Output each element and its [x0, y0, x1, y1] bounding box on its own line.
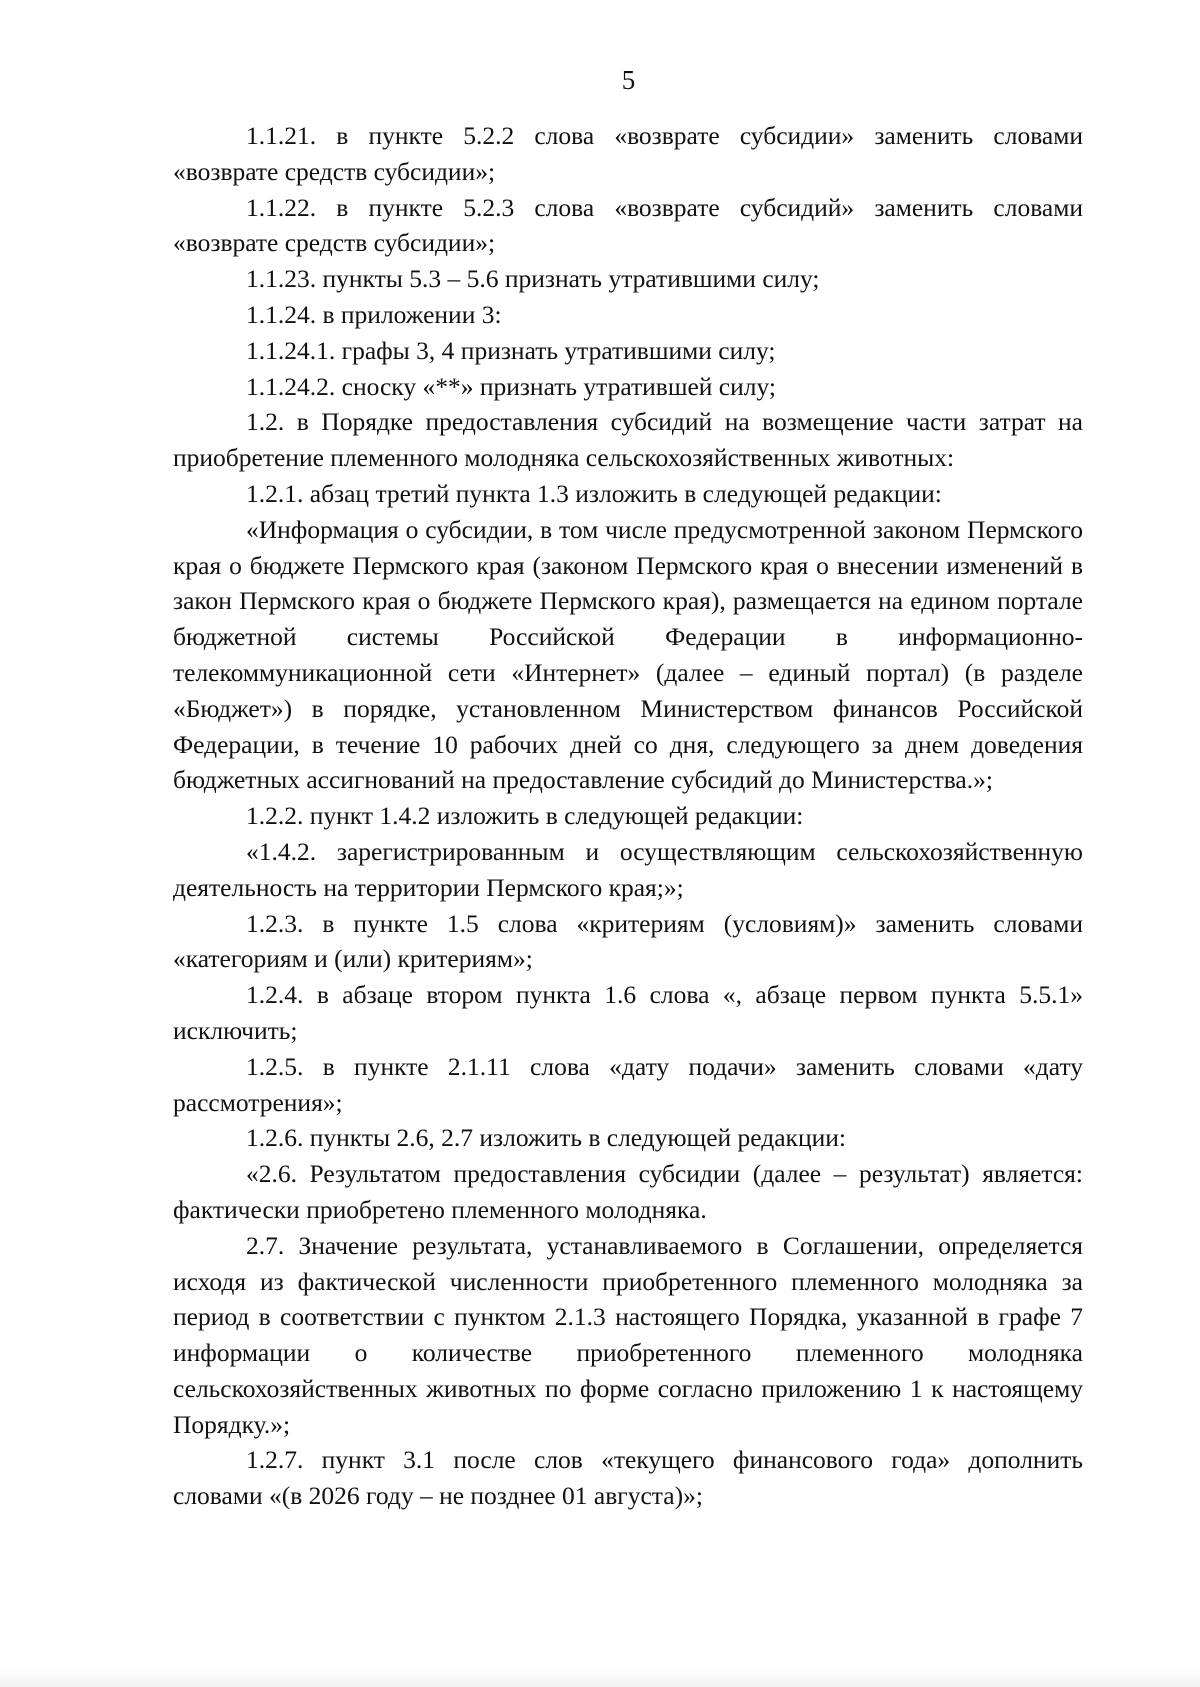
paragraph-1-2-4: 1.2.4. в абзаце втором пункта 1.6 слова «, абзаце первом пункта 5.5.1» исключить; [173, 980, 1083, 1045]
paragraph-1-1-23: 1.1.23. пункты 5.3 – 5.6 признать утратившими силу; [246, 264, 820, 294]
paragraph-1-1-21: 1.1.21. в пункте 5.2.2 слова «возврате субсидии» заменить словами «возврате средств субсидии»; [173, 121, 1083, 186]
paragraph-1-1-24-1: 1.1.24.1. графы 3, 4 признать утратившими силу; [246, 335, 776, 365]
paragraph-1-2-5: 1.2.5. в пункте 2.1.11 слова «дату подачи» заменить словами «дату рассмотрения»; [173, 1051, 1083, 1117]
document-body [173, 118, 1083, 1514]
paragraph-1-1-22: 1.1.22. в пункте 5.2.3 слова «возврате субсидий» заменить словами «возврате средств субсидии»; [173, 192, 1083, 258]
paragraph-1-2-6: 1.2.6. пункты 2.6, 2.7 изложить в следующей редакции: [246, 1123, 846, 1153]
paragraph-1-2-1: 1.2.1. абзац третий пункта 1.3 изложить в следующей редакции: [246, 478, 942, 508]
page-number: 5 [621, 65, 636, 95]
paragraph-1-2-3: 1.2.3. в пункте 1.5 слова «критериям (условиям)» заменить словами «категориям и (или) критериям»; [173, 908, 1083, 974]
paragraph-1-2-7: 1.2.7. пункт 3.1 после слов «текущего финансового года» дополнить словами «(в 2026 году – не позднее 01 августа)»; [173, 1445, 1083, 1511]
paragraph-1-2: 1.2. в Порядке предоставления субсидий на возмещение части затрат на приобретение племенного молодняка сельскохозяйственных животных: [173, 407, 1083, 473]
paragraph-1-4-2-quote: «1.4.2. зарегистрированным и осуществляющим сельскохозяйственную деятельность на территории Пермского края;»; [173, 836, 1083, 902]
paragraph-1-1-24: 1.1.24. в приложении 3: [246, 299, 502, 329]
paragraph-2-6-quote: «2.6. Результатом предоставления субсидии (далее – результат) является: фактически приобретено племенного молодняка. [173, 1159, 1083, 1224]
paragraph-1-2-2: 1.2.2. пункт 1.4.2 изложить в следующей редакции: [246, 801, 804, 831]
paragraph-subsidy-information: «Информация о субсидии, в том числе предусмотренной законом Пермского края о бюджете Пермского края (законом Пермского края о внесении изменений в закон Пермского края о бюджете Пермского края), размещается на едином портале бюджетной системы Российской Федерации в информационно-телекоммуникационной сети «Интернет» (далее – единый портал) (в разделе «Бюджет») в порядке, установленном Министерством финансов Российской Федерации, в течение 10 рабочих дней со дня, следующего за днем доведения бюджетных ассигнований на предоставление субсидий до Министерства.»; [173, 514, 1083, 795]
paragraph-2-7-quote: 2.7. Значение результата, устанавливаемого в Соглашении, определяется исходя из фактической численности приобретенного племенного молодняка за период в соответствии с пунктом 2.1.3 настоящего Порядка, указанной в графе 7 информации о количестве приобретенного племенного молодняка сельскохозяйственных животных по форме согласно приложению 1 к настоящему Порядку.»; [173, 1230, 1083, 1439]
paragraph-1-1-24-2: 1.1.24.2. сноску «**» признать утратившей силу; [246, 371, 776, 401]
scan-bottom-edge [0, 1668, 1200, 1687]
